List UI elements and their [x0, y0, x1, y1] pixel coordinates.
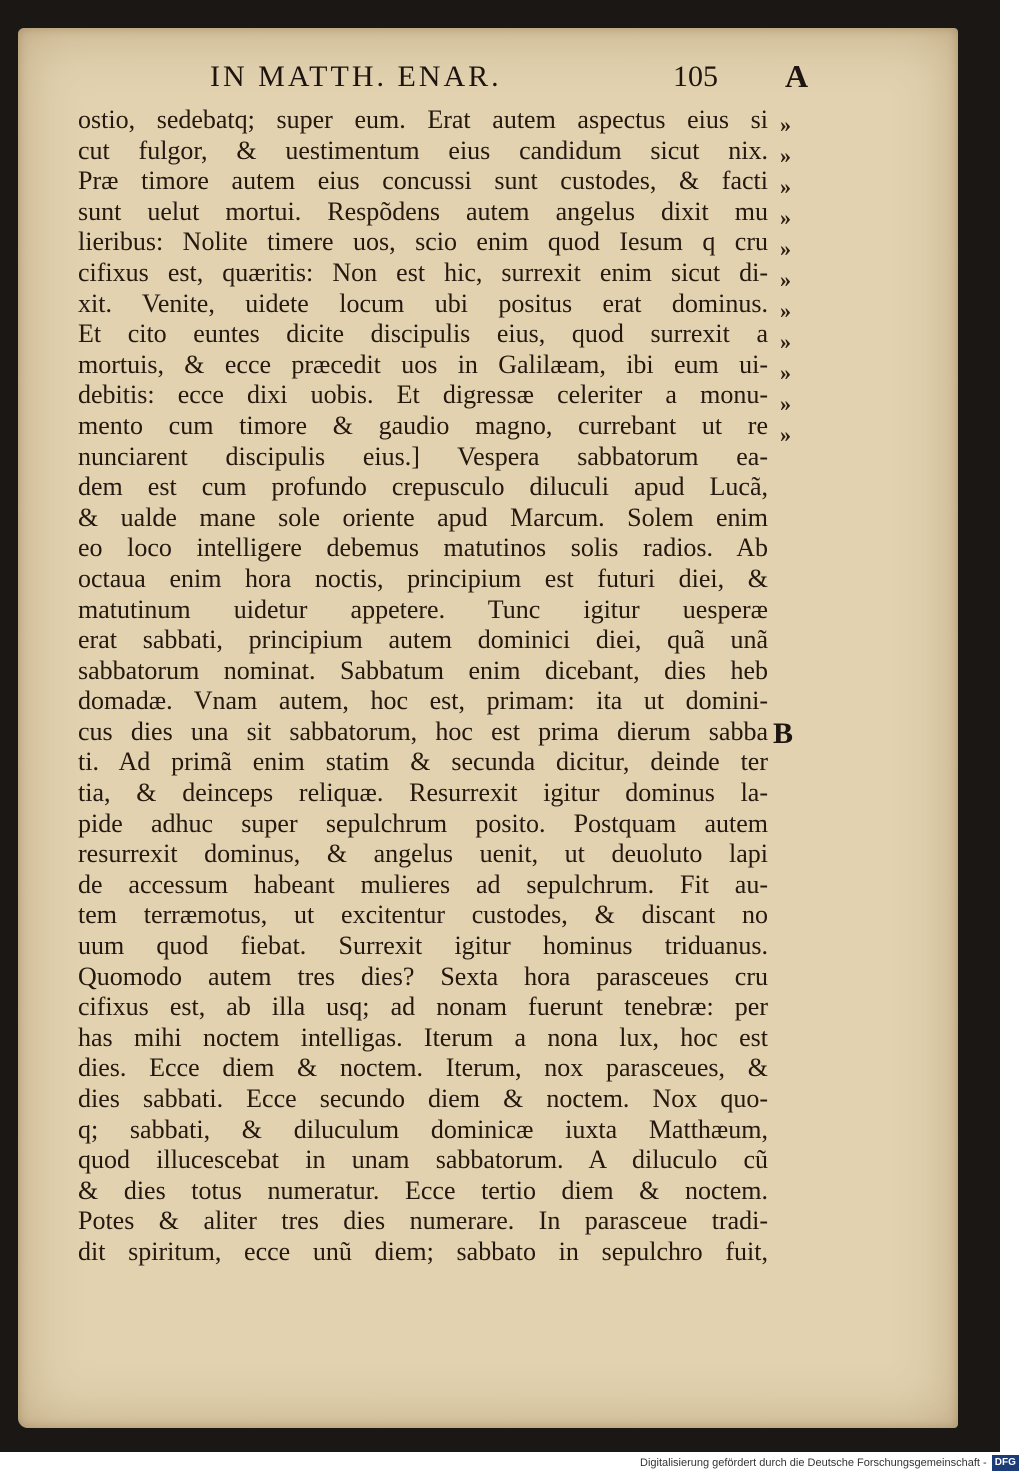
text-line: erat sabbati, principium autem dominici diei, quã unã: [78, 625, 768, 655]
text-line: Præ timore autem eius concussi sunt custodes, & facti: [78, 166, 768, 196]
margin-quote-mark: »: [780, 112, 791, 137]
margin-quote-mark: »: [780, 174, 791, 199]
text-line: mortuis, & ecce præcedit uos in Galilæam, ibi eum ui-: [78, 349, 768, 379]
text-line: uum quod fiebat. Surrexit igitur hominus triduanus.: [78, 931, 768, 961]
text-line: cut fulgor, & uestimentum eius candidum sicut nix.: [78, 135, 768, 165]
margin-quote-mark: »: [780, 391, 791, 416]
text-line: cifixus est, ab illa usq; ad nonam fuerunt tenebræ: per: [78, 992, 768, 1022]
margin-quote-mark: »: [780, 205, 791, 230]
text-line: de accessum habeant mulieres ad sepulchrum. Fit au-: [78, 869, 768, 899]
page-number: 105: [673, 60, 718, 93]
dfg-logo: DFG: [992, 1455, 1019, 1471]
text-line: octaua enim hora noctis, principium est futuri diei, &: [78, 563, 768, 593]
text-line: xit. Venite, uidete locum ubi positus erat dominus.: [78, 288, 768, 318]
text-line: dies sabbati. Ecce secundo diem & noctem. Nox quo-: [78, 1084, 768, 1113]
body-text: [78, 105, 768, 1268]
text-line: q; sabbati, & diluculum dominicæ iuxta Matthæum,: [78, 1114, 768, 1144]
text-line: cus dies una sit sabbatorum, hoc est prima dierum sabba: [78, 716, 768, 746]
text-line: tem terræmotus, ut excitentur custodes, & discant no: [78, 900, 768, 930]
text-line: matutinum uidetur appetere. Tunc igitur uesperæ: [78, 594, 768, 624]
text-line: Et cito euntes dicite discipulis eius, quod surrexit a: [78, 319, 768, 349]
text-line: resurrexit dominus, & angelus uenit, ut deuoluto lapi: [78, 839, 768, 869]
text-line: dit spiritum, ecce unũ diem; sabbato in sepulchro fuit,: [78, 1236, 768, 1266]
text-line: dies. Ecce diem & noctem. Iterum, nox parasceues, &: [78, 1053, 768, 1083]
margin-quote-mark: »: [780, 329, 791, 354]
text-line: cifixus est, quæritis: Non est hic, surrexit enim sicut di-: [78, 257, 768, 287]
text-line: debitis: ecce dixi uobis. Et digressæ celeriter a monu-: [78, 380, 768, 410]
margin-letter-b: B: [773, 717, 794, 750]
margin-quote-mark: »: [780, 298, 791, 323]
text-line: has mihi noctem intelligas. Iterum a nona lux, hoc est: [78, 1022, 768, 1052]
text-line: & dies totus numeratur. Ecce tertio diem & noctem.: [78, 1175, 768, 1205]
text-line: eo loco intelligere debemus matutinos solis radios. Ab: [78, 533, 768, 563]
margin-quote-marks: [780, 109, 820, 450]
margin-quote-mark: »: [780, 143, 791, 168]
text-line: Quomodo autem tres dies? Sexta hora parasceues cru: [78, 961, 768, 991]
text-line: mento cum timore & gaudio magno, currebant ut re: [78, 410, 768, 440]
text-line: nunciarent discipulis eius.] Vespera sabbatorum ea-: [78, 441, 768, 471]
signature-letter: A: [785, 58, 809, 94]
text-line: Potes & aliter tres dies numerare. In parasceue tradi-: [78, 1206, 768, 1236]
text-line: quod illucescebat in unam sabbatorum. A diluculo cũ: [78, 1145, 768, 1175]
digitization-credit: [640, 1452, 1016, 1474]
margin-quote-mark: »: [780, 236, 791, 261]
text-line: ostio, sedebatq; super eum. Erat autem aspectus eius si: [78, 105, 768, 134]
text-line: domadæ. Vnam autem, hoc est, primam: ita ut domini-: [78, 686, 768, 716]
running-title: IN MATTH. ENAR.: [210, 60, 502, 93]
margin-quote-mark: »: [780, 267, 791, 292]
page-header: [0, 60, 1000, 100]
text-line: lieribus: Nolite timere uos, scio enim quod Iesum q cru: [78, 227, 768, 257]
text-line: tia, & deinceps reliquæ. Resurrexit igitur dominus la-: [78, 778, 768, 808]
text-line: & ualde mane sole oriente apud Marcum. Solem enim: [78, 502, 768, 532]
margin-quote-mark: »: [780, 422, 791, 447]
text-line: sunt uelut mortui. Respõdens autem angelus dixit mu: [78, 196, 768, 226]
text-line: ti. Ad primã enim statim & secunda dicitur, deinde ter: [78, 747, 768, 777]
margin-quote-mark: »: [780, 360, 791, 385]
text-line: sabbatorum nominat. Sabbatum enim dicebant, dies heb: [78, 655, 768, 685]
text-line: dem est cum profundo crepusculo diluculi apud Lucã,: [78, 472, 768, 502]
text-line: pide adhuc super sepulchrum posito. Postquam autem: [78, 808, 768, 838]
credit-text: Digitalisierung gefördert durch die Deutsche Forschungsgemeinschaft -: [640, 1457, 987, 1469]
